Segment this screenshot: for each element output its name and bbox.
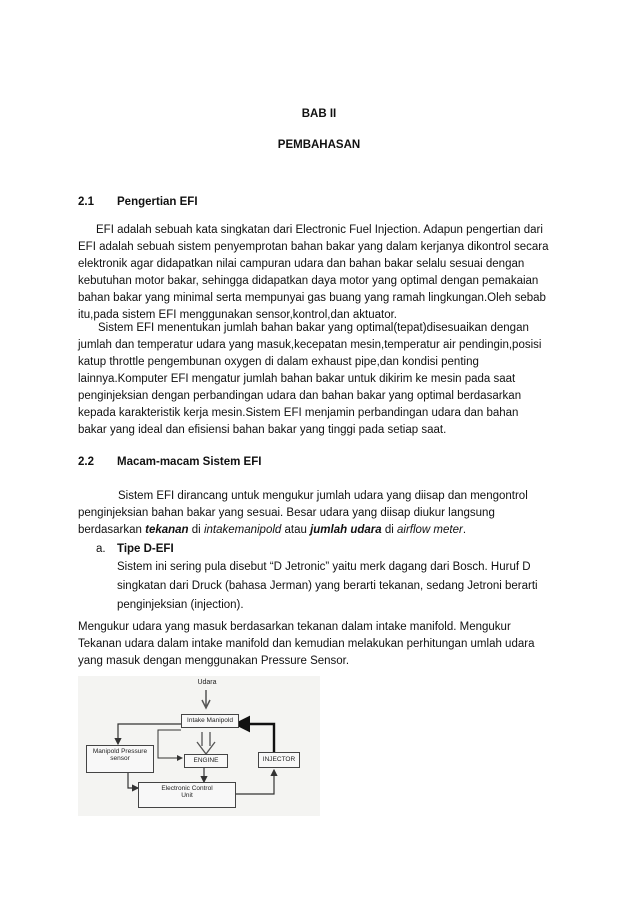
- chapter-subtitle: PEMBAHASAN: [277, 139, 361, 151]
- text-line: bakar yang ideal dan efisiensi bahan bakar yang tinggi pada setiap saat.: [78, 424, 447, 436]
- section1-paragraph-2: [78, 320, 564, 439]
- text-line: penginjeksian bahan bakar yang sesuai. Besar udara yang diisap diukur langsung: [78, 507, 495, 519]
- intake-to-engine-arrow: [197, 732, 215, 754]
- text-line: katup throttle pengembunan oxygen di dalam exhaust pipe,dan kondisi penting: [78, 356, 479, 368]
- text-run: di: [188, 524, 204, 536]
- text-line: Tekanan udara dalam intake manifold dan kemudian melakukan perhitungan umlah udara: [78, 638, 535, 650]
- injector-to-intake-line: [238, 724, 274, 752]
- ecu-label-line: Electronic Control: [161, 785, 213, 792]
- text-line: singkatan dari Druck (bahasa Jerman) yang berarti tekanan, sedang Jetroni berarti: [117, 580, 538, 592]
- air-flow-arrow: [202, 690, 210, 708]
- section2-intro-paragraph: [78, 488, 564, 539]
- feedback-line: [158, 730, 182, 758]
- text-line: EFI adalah sebuah kata singkatan dari Electronic Fuel Injection. Adapun pengertian dari: [96, 224, 543, 236]
- list-marker: a.: [96, 543, 106, 555]
- list-item-body: [117, 558, 567, 615]
- text-line: Mengukur udara yang masuk berdasarkan tekanan dalam intake manifold. Mengukur: [78, 621, 511, 633]
- section-number: 2.2: [78, 456, 94, 468]
- text-run: .: [462, 524, 467, 536]
- engine-box: ENGINE: [184, 754, 228, 768]
- emphasis-airflow: airflow meter: [397, 524, 463, 536]
- text-line: kebutuhan motor bakar, sehingga didapatkan daya motor yang optimal dengan pemakaian: [78, 275, 539, 287]
- text-line: penginjeksian dengan perbandingan udara dan bahan bakar yang optimal berdasarkan: [78, 390, 522, 402]
- text-line: EFI adalah sebuah sistem penyemprotan bahan bakar yang dalam kerjanya dikontrol secara: [78, 241, 549, 253]
- text-line: jumlah dan temperatur udara yang masuk,kecepatan mesin,temperatur air pendingin,posisi: [78, 339, 542, 351]
- intake-manifold-box: Intake Manipold: [181, 714, 239, 728]
- text-line: Sistem EFI dirancang untuk mengukur jumlah udara yang diisap dan mengontrol: [118, 490, 528, 502]
- text-line: yang masuk dengan menggunakan Pressure Sensor.: [78, 655, 350, 667]
- text-run: berdasarkan: [78, 524, 146, 536]
- list-item-title: Tipe D-EFI: [117, 543, 174, 555]
- pressure-sensor-box: [86, 745, 154, 773]
- emphasis-jumlah-udara: jumlah udara: [310, 524, 382, 536]
- udara-label: Udara: [197, 679, 217, 686]
- section1-paragraph-1: [78, 222, 564, 324]
- intake-to-sensor-line: [118, 724, 181, 744]
- text-line: lainnya.Komputer EFI mengatur jumlah bahan bakar untuk dikirim ke mesin pada saat: [78, 373, 516, 385]
- sensor-to-ecu-line: [128, 772, 138, 788]
- text-line: bahan bakar yang minimal serta mempunyai gas buang yang ramah lingkungan.Oleh sebab: [78, 292, 546, 304]
- ecu-to-injector-line: [236, 770, 274, 794]
- text-run: atau: [281, 524, 311, 536]
- sensor-label-line: Manipold Pressure: [92, 748, 148, 755]
- section-title: Pengertian EFI: [117, 196, 198, 208]
- ecu-box: [138, 782, 236, 808]
- emphasis-intake: intakemanipold: [203, 524, 282, 536]
- text-line: elektronik agar didapatkan nilai campuran udara dan bahan bakar selalu sesuai dengan: [78, 258, 525, 270]
- section-title: Macam-macam Sistem EFI: [117, 456, 262, 468]
- text-line: Sistem ini sering pula disebut “D Jetronic” yaitu merk dagang dari Bosch. Huruf D: [117, 561, 531, 573]
- injector-box: INJECTOR: [258, 752, 300, 768]
- text-line: Sistem EFI menentukan jumlah bahan bakar yang optimal(tepat)disesuaikan dengan: [98, 322, 529, 334]
- chapter-title: BAB II: [301, 108, 337, 120]
- text-line: kepada karakteristik kerja mesin.Sistem EFI menjamin perbandingan udara dan bahan: [78, 407, 519, 419]
- text-line: itu,pada sistem EFI menggunakan sensor,kontrol,dan aktuator.: [78, 309, 397, 321]
- text-line: [78, 522, 564, 539]
- d-efi-diagram: [78, 676, 320, 816]
- section-number: 2.1: [78, 196, 94, 208]
- sensor-label-line: sensor: [110, 755, 130, 762]
- text-run: di: [381, 524, 397, 536]
- emphasis-tekanan: tekanan: [145, 524, 189, 536]
- text-line: penginjeksian (injection).: [117, 599, 244, 611]
- section2-paragraph-after: [78, 619, 564, 670]
- ecu-label-line: Unit: [181, 792, 193, 799]
